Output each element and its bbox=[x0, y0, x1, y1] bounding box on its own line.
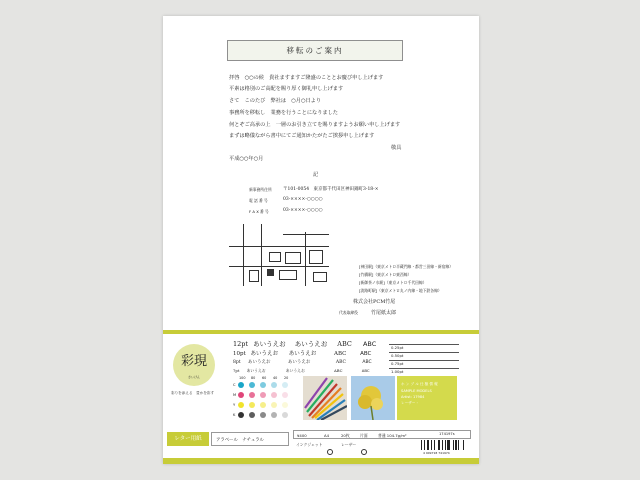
barcode-bar bbox=[455, 440, 457, 450]
flower-photo bbox=[351, 376, 395, 420]
swatch-header-100: 100 bbox=[239, 376, 246, 380]
rep-label: 代表取締役 bbox=[339, 310, 358, 315]
barcode-bar bbox=[453, 440, 454, 450]
color-swatch bbox=[271, 412, 277, 418]
sample-top-band bbox=[163, 330, 479, 334]
type-abc: ABC bbox=[337, 340, 352, 348]
pencils-photo bbox=[303, 376, 347, 420]
barcode-bar bbox=[445, 440, 446, 450]
fax-value: 03-××××-○○○○ bbox=[283, 208, 323, 213]
swatch-header-80: 80 bbox=[251, 376, 256, 380]
destination-marker bbox=[267, 269, 274, 276]
access-map bbox=[229, 224, 329, 286]
type-size: 10pt bbox=[233, 351, 246, 357]
barcode-bar bbox=[421, 440, 422, 450]
logo-main: 彩現 bbox=[180, 354, 207, 369]
color-swatch bbox=[249, 412, 255, 418]
color-swatch bbox=[271, 392, 277, 398]
type-abc-sans: ABC bbox=[360, 351, 372, 357]
type-abc-sans: ABC bbox=[362, 340, 377, 348]
color-swatch bbox=[249, 402, 255, 408]
type-kana: あいうえお bbox=[253, 340, 286, 348]
swatch-header-20: 20 bbox=[284, 376, 289, 380]
info-box bbox=[397, 376, 457, 420]
type-row-10pt bbox=[233, 349, 371, 357]
color-swatch bbox=[271, 382, 277, 388]
letter-line-6: まずは略儀ながら書中にてご通知かたがたご挨拶申し上げます bbox=[229, 133, 375, 139]
color-swatch bbox=[282, 392, 288, 398]
rule-label-050: 0.50pt bbox=[391, 353, 404, 358]
letter-line-5: 何とぞご高承の上 一層のお引き立てを賜りますようお願い申し上げます bbox=[229, 122, 401, 128]
letter-line-1: 拝啓 ○○の候 貴社ますますご隆盛のこととお慶び申し上げます bbox=[229, 75, 384, 81]
letter-line-3: さて このたび 弊社は ○月○日より bbox=[229, 98, 322, 104]
type-size: 7pt bbox=[233, 368, 240, 373]
barcode-bar bbox=[442, 440, 443, 450]
swatch-row-label: K bbox=[233, 413, 236, 417]
access-line-4: [淡路町駅]（東京メトロ丸ノ内線・地下鉄各線） bbox=[359, 288, 442, 293]
spec-price: ¥400 bbox=[297, 433, 307, 438]
color-swatch bbox=[260, 392, 266, 398]
info-line-2: SAMPLE MODELS bbox=[401, 389, 432, 393]
access-line-3: [新御茶ノ水駅]（東京メトロ千代田線） bbox=[359, 280, 427, 285]
barcode-bar bbox=[431, 440, 433, 450]
spec-count: 20枚 bbox=[341, 433, 350, 438]
spec-side: 片面 bbox=[360, 433, 368, 438]
type-abc-sans: ABC bbox=[361, 368, 370, 373]
barcode-bar bbox=[427, 440, 429, 450]
rule-label-075: 0.75pt bbox=[391, 361, 404, 366]
logo-tagline: 彩りを添える 豊かを彩す bbox=[171, 391, 215, 395]
letter-line-4: 事務所を移転し 業務を行うことになりました bbox=[229, 110, 338, 116]
type-kana: あいうえお bbox=[250, 351, 278, 357]
type-row-12pt bbox=[233, 339, 376, 348]
barcode bbox=[421, 440, 469, 450]
swatch-row-label: C bbox=[233, 383, 236, 387]
info-line-4: レーザー・ bbox=[401, 401, 419, 405]
barcode-bar bbox=[458, 440, 459, 450]
type-kana: あいうえお bbox=[246, 368, 266, 373]
rep-name: 竹尾紙太郎 bbox=[371, 310, 397, 316]
type-abc: ABC bbox=[334, 368, 343, 373]
tel-label: 電 話 番 号 bbox=[249, 198, 268, 203]
type-row-7pt bbox=[233, 368, 370, 374]
swatch-row-label: Y bbox=[233, 403, 236, 407]
type-kana-sans: あいうえお bbox=[285, 368, 305, 373]
info-line-3: Artist: 17984 bbox=[401, 395, 425, 399]
color-swatches bbox=[233, 376, 299, 424]
brand-logo bbox=[173, 344, 215, 386]
color-swatch bbox=[238, 402, 244, 408]
letter-closing: 敬具 bbox=[391, 145, 402, 151]
color-swatch bbox=[238, 392, 244, 398]
paper-type-label: レター用紙 bbox=[167, 432, 209, 446]
color-swatch bbox=[282, 382, 288, 388]
fax-label: F A X 番 号 bbox=[249, 209, 269, 214]
address-value: 〒101-0054 東京都千代田区神田錦町3-18-× bbox=[283, 187, 379, 192]
barcode-number: 4 909718 741974 bbox=[423, 451, 450, 455]
tel-value: 03-××××-○○○○ bbox=[283, 197, 323, 202]
letter-date: 平成○○年○月 bbox=[229, 156, 264, 162]
color-swatch bbox=[238, 412, 244, 418]
rule-label-025: 0.25pt bbox=[391, 345, 404, 350]
color-swatch bbox=[282, 412, 288, 418]
address-label: 新事務所住所 bbox=[249, 187, 272, 192]
type-kana-sans: あいうえお bbox=[287, 360, 311, 365]
color-swatch bbox=[282, 402, 288, 408]
type-size: 8pt bbox=[233, 360, 241, 365]
barcode-bar bbox=[447, 440, 449, 450]
laser-label: レーザー bbox=[341, 442, 357, 447]
color-swatch bbox=[249, 382, 255, 388]
letter-title: 移転のご案内 bbox=[227, 40, 403, 61]
swatch-header-60: 60 bbox=[262, 376, 267, 380]
info-line-1: ホ ン ブ ル 仕 様 情 報 bbox=[401, 382, 438, 386]
sample-bottom-band bbox=[163, 458, 479, 464]
type-abc: ABC bbox=[334, 351, 347, 357]
type-size: 12pt bbox=[233, 340, 249, 348]
type-kana-sans: あいうえお bbox=[288, 351, 317, 357]
color-swatch bbox=[249, 392, 255, 398]
barcode-box bbox=[419, 432, 471, 458]
color-swatch bbox=[271, 402, 277, 408]
letter-line-2: 平素は格別のご高配を賜り厚く御礼申し上げます bbox=[229, 86, 344, 92]
product-code: 174197s bbox=[439, 432, 455, 436]
swatch-header-40: 40 bbox=[273, 376, 278, 380]
swatch-row-label: M bbox=[233, 393, 237, 397]
barcode-bar bbox=[438, 440, 440, 450]
paper-sample-sheet bbox=[163, 16, 479, 464]
barcode-bar bbox=[463, 440, 464, 450]
company-name: 株式会社PCM竹尾 bbox=[353, 299, 396, 305]
barcode-bar bbox=[434, 440, 435, 450]
finish-box bbox=[211, 432, 289, 446]
inkjet-row bbox=[293, 440, 377, 449]
inkjet-label: インクジェット bbox=[296, 442, 323, 447]
type-kana-sans: あいうえお bbox=[294, 340, 328, 348]
logo-sub: さいげん bbox=[187, 375, 200, 379]
finish-label: アラベール ナチュラル bbox=[216, 438, 264, 443]
access-line-2: [竹橋駅]（東京メトロ東西線） bbox=[359, 272, 412, 277]
barcode-bar bbox=[424, 440, 425, 450]
type-abc: ABC bbox=[335, 360, 346, 365]
color-swatch bbox=[260, 382, 266, 388]
type-kana: あいうえお bbox=[248, 360, 271, 365]
rule-label-100: 1.00pt bbox=[391, 369, 404, 374]
spec-size: A4 bbox=[324, 433, 330, 438]
color-swatch bbox=[260, 412, 266, 418]
spec-weight: 普通 104.7g/m² bbox=[378, 433, 407, 438]
letter-ki: 記 bbox=[313, 172, 319, 178]
color-swatch bbox=[260, 402, 266, 408]
type-row-8pt bbox=[233, 359, 372, 365]
color-swatch bbox=[238, 382, 244, 388]
type-abc-sans: ABC bbox=[362, 360, 372, 365]
access-line-1: [神田駅]（東京メトロ半蔵門線・都営三田線・新宿線） bbox=[359, 264, 454, 269]
